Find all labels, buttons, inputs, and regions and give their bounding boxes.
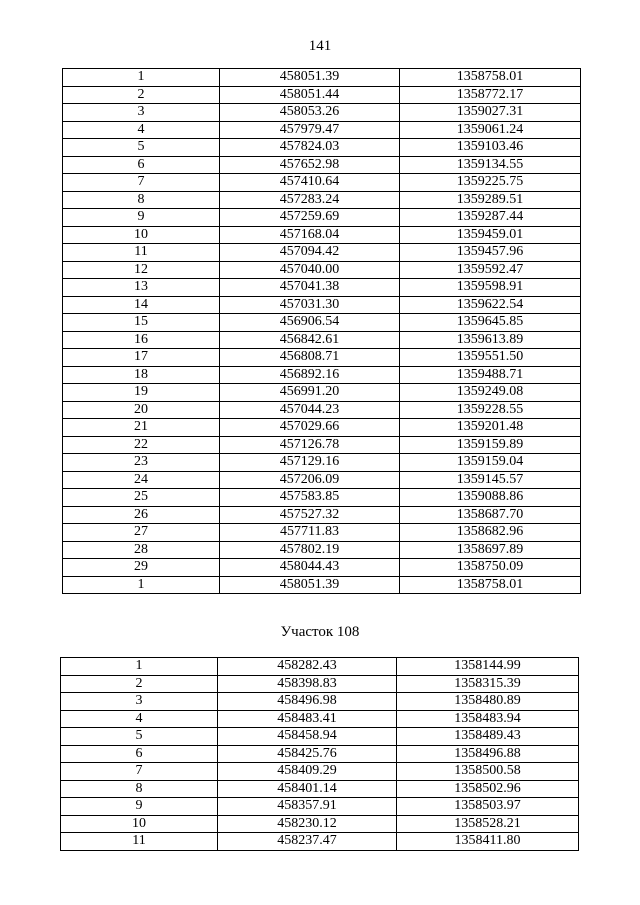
y-coordinate-cell: 1358528.21 — [397, 815, 579, 833]
table-row — [61, 728, 579, 746]
x-coordinate-cell: 457711.83 — [220, 524, 400, 542]
x-coordinate-cell: 457206.09 — [220, 471, 400, 489]
y-coordinate-cell: 1358502.96 — [397, 780, 579, 798]
point-number-cell: 24 — [63, 471, 220, 489]
y-coordinate-cell: 1359488.71 — [400, 366, 581, 384]
page-number: 141 — [308, 38, 332, 54]
x-coordinate-cell: 458230.12 — [218, 815, 397, 833]
point-number-cell: 3 — [63, 104, 220, 122]
point-number-cell: 25 — [63, 489, 220, 507]
y-coordinate-cell: 1358489.43 — [397, 728, 579, 746]
y-coordinate-cell: 1359592.47 — [400, 261, 581, 279]
y-coordinate-cell: 1358144.99 — [397, 658, 579, 676]
y-coordinate-cell: 1359228.55 — [400, 401, 581, 419]
table-row — [63, 506, 581, 524]
x-coordinate-cell: 458044.43 — [220, 559, 400, 577]
x-coordinate-cell: 458483.41 — [218, 710, 397, 728]
x-coordinate-cell: 456906.54 — [220, 314, 400, 332]
point-number-cell: 12 — [63, 261, 220, 279]
table-row — [63, 279, 581, 297]
y-coordinate-cell: 1359103.46 — [400, 139, 581, 157]
table-row — [63, 366, 581, 384]
y-coordinate-cell: 1359613.89 — [400, 331, 581, 349]
x-coordinate-cell: 457044.23 — [220, 401, 400, 419]
y-coordinate-cell: 1359459.01 — [400, 226, 581, 244]
y-coordinate-cell: 1359287.44 — [400, 209, 581, 227]
table-row — [63, 401, 581, 419]
y-coordinate-cell: 1359088.86 — [400, 489, 581, 507]
table-row — [63, 349, 581, 367]
point-number-cell: 20 — [63, 401, 220, 419]
point-number-cell: 13 — [63, 279, 220, 297]
x-coordinate-cell: 457259.69 — [220, 209, 400, 227]
table-row — [63, 209, 581, 227]
y-coordinate-cell: 1358503.97 — [397, 798, 579, 816]
point-number-cell: 5 — [61, 728, 218, 746]
x-coordinate-cell: 457129.16 — [220, 454, 400, 472]
y-coordinate-cell: 1359027.31 — [400, 104, 581, 122]
point-number-cell: 14 — [63, 296, 220, 314]
section-title: Участок 108 — [280, 624, 360, 640]
point-number-cell: 22 — [63, 436, 220, 454]
coordinates-table-body — [63, 69, 581, 594]
table-row — [61, 710, 579, 728]
table-row — [63, 489, 581, 507]
x-coordinate-cell: 458051.39 — [220, 69, 400, 87]
table-row — [63, 121, 581, 139]
x-coordinate-cell: 457040.00 — [220, 261, 400, 279]
table-row — [61, 780, 579, 798]
point-number-cell: 9 — [61, 798, 218, 816]
table-row — [63, 261, 581, 279]
table-row — [63, 86, 581, 104]
table-row — [61, 763, 579, 781]
y-coordinate-cell: 1359201.48 — [400, 419, 581, 437]
point-number-cell: 1 — [63, 576, 220, 594]
point-number-cell: 4 — [63, 121, 220, 139]
plot-108-coordinates-table-body — [61, 658, 579, 851]
y-coordinate-cell: 1358315.39 — [397, 675, 579, 693]
y-coordinate-cell: 1358687.70 — [400, 506, 581, 524]
table-row — [63, 524, 581, 542]
x-coordinate-cell: 456991.20 — [220, 384, 400, 402]
table-row — [63, 454, 581, 472]
table-row — [63, 576, 581, 594]
table-row — [63, 559, 581, 577]
x-coordinate-cell: 457527.32 — [220, 506, 400, 524]
table-row — [63, 436, 581, 454]
table-row — [61, 833, 579, 851]
y-coordinate-cell: 1358500.58 — [397, 763, 579, 781]
y-coordinate-cell: 1359457.96 — [400, 244, 581, 262]
table-row — [63, 244, 581, 262]
point-number-cell: 4 — [61, 710, 218, 728]
x-coordinate-cell: 458425.76 — [218, 745, 397, 763]
x-coordinate-cell: 458409.29 — [218, 763, 397, 781]
table-row — [63, 419, 581, 437]
point-number-cell: 3 — [61, 693, 218, 711]
table-row — [63, 384, 581, 402]
y-coordinate-cell: 1358758.01 — [400, 576, 581, 594]
x-coordinate-cell: 458458.94 — [218, 728, 397, 746]
point-number-cell: 26 — [63, 506, 220, 524]
point-number-cell: 8 — [61, 780, 218, 798]
table-row — [61, 798, 579, 816]
x-coordinate-cell: 457094.42 — [220, 244, 400, 262]
x-coordinate-cell: 458401.14 — [218, 780, 397, 798]
y-coordinate-cell: 1359159.04 — [400, 454, 581, 472]
table-row — [61, 675, 579, 693]
table-row — [63, 331, 581, 349]
y-coordinate-cell: 1358483.94 — [397, 710, 579, 728]
table-row — [63, 296, 581, 314]
plot-108-coordinates-table — [60, 657, 579, 851]
point-number-cell: 19 — [63, 384, 220, 402]
point-number-cell: 6 — [63, 156, 220, 174]
table-row — [63, 174, 581, 192]
x-coordinate-cell: 456842.61 — [220, 331, 400, 349]
table-row — [63, 541, 581, 559]
point-number-cell: 10 — [63, 226, 220, 244]
point-number-cell: 11 — [63, 244, 220, 262]
x-coordinate-cell: 458357.91 — [218, 798, 397, 816]
table-row — [63, 104, 581, 122]
x-coordinate-cell: 457029.66 — [220, 419, 400, 437]
x-coordinate-cell: 457126.78 — [220, 436, 400, 454]
x-coordinate-cell: 458496.98 — [218, 693, 397, 711]
x-coordinate-cell: 458282.43 — [218, 658, 397, 676]
table-row — [63, 471, 581, 489]
x-coordinate-cell: 457583.85 — [220, 489, 400, 507]
y-coordinate-cell: 1359645.85 — [400, 314, 581, 332]
table-row — [63, 191, 581, 209]
point-number-cell: 10 — [61, 815, 218, 833]
y-coordinate-cell: 1359225.75 — [400, 174, 581, 192]
table-row — [61, 658, 579, 676]
y-coordinate-cell: 1359134.55 — [400, 156, 581, 174]
y-coordinate-cell: 1359061.24 — [400, 121, 581, 139]
x-coordinate-cell: 458051.39 — [220, 576, 400, 594]
point-number-cell: 7 — [61, 763, 218, 781]
point-number-cell: 7 — [63, 174, 220, 192]
point-number-cell: 16 — [63, 331, 220, 349]
table-row — [63, 156, 581, 174]
point-number-cell: 11 — [61, 833, 218, 851]
table-row — [61, 745, 579, 763]
x-coordinate-cell: 457652.98 — [220, 156, 400, 174]
x-coordinate-cell: 458398.83 — [218, 675, 397, 693]
point-number-cell: 1 — [61, 658, 218, 676]
table-row — [63, 226, 581, 244]
y-coordinate-cell: 1359622.54 — [400, 296, 581, 314]
point-number-cell: 21 — [63, 419, 220, 437]
x-coordinate-cell: 458237.47 — [218, 833, 397, 851]
y-coordinate-cell: 1358772.17 — [400, 86, 581, 104]
point-number-cell: 1 — [63, 69, 220, 87]
point-number-cell: 9 — [63, 209, 220, 227]
y-coordinate-cell: 1359598.91 — [400, 279, 581, 297]
x-coordinate-cell: 457979.47 — [220, 121, 400, 139]
point-number-cell: 17 — [63, 349, 220, 367]
y-coordinate-cell: 1359159.89 — [400, 436, 581, 454]
y-coordinate-cell: 1359145.57 — [400, 471, 581, 489]
point-number-cell: 2 — [63, 86, 220, 104]
table-row — [61, 815, 579, 833]
point-number-cell: 28 — [63, 541, 220, 559]
point-number-cell: 27 — [63, 524, 220, 542]
x-coordinate-cell: 457041.38 — [220, 279, 400, 297]
y-coordinate-cell: 1359289.51 — [400, 191, 581, 209]
y-coordinate-cell: 1358411.80 — [397, 833, 579, 851]
point-number-cell: 6 — [61, 745, 218, 763]
point-number-cell: 2 — [61, 675, 218, 693]
x-coordinate-cell: 457283.24 — [220, 191, 400, 209]
y-coordinate-cell: 1358682.96 — [400, 524, 581, 542]
point-number-cell: 23 — [63, 454, 220, 472]
x-coordinate-cell: 457410.64 — [220, 174, 400, 192]
table-row — [63, 69, 581, 87]
table-row — [61, 693, 579, 711]
coordinates-table — [62, 68, 581, 594]
point-number-cell: 15 — [63, 314, 220, 332]
y-coordinate-cell: 1358758.01 — [400, 69, 581, 87]
x-coordinate-cell: 457802.19 — [220, 541, 400, 559]
x-coordinate-cell: 458051.44 — [220, 86, 400, 104]
x-coordinate-cell: 457824.03 — [220, 139, 400, 157]
x-coordinate-cell: 456892.16 — [220, 366, 400, 384]
y-coordinate-cell: 1359249.08 — [400, 384, 581, 402]
x-coordinate-cell: 456808.71 — [220, 349, 400, 367]
y-coordinate-cell: 1358750.09 — [400, 559, 581, 577]
table-row — [63, 139, 581, 157]
point-number-cell: 5 — [63, 139, 220, 157]
y-coordinate-cell: 1358480.89 — [397, 693, 579, 711]
point-number-cell: 8 — [63, 191, 220, 209]
point-number-cell: 29 — [63, 559, 220, 577]
x-coordinate-cell: 457168.04 — [220, 226, 400, 244]
y-coordinate-cell: 1358496.88 — [397, 745, 579, 763]
y-coordinate-cell: 1359551.50 — [400, 349, 581, 367]
table-row — [63, 314, 581, 332]
y-coordinate-cell: 1358697.89 — [400, 541, 581, 559]
x-coordinate-cell: 458053.26 — [220, 104, 400, 122]
point-number-cell: 18 — [63, 366, 220, 384]
x-coordinate-cell: 457031.30 — [220, 296, 400, 314]
